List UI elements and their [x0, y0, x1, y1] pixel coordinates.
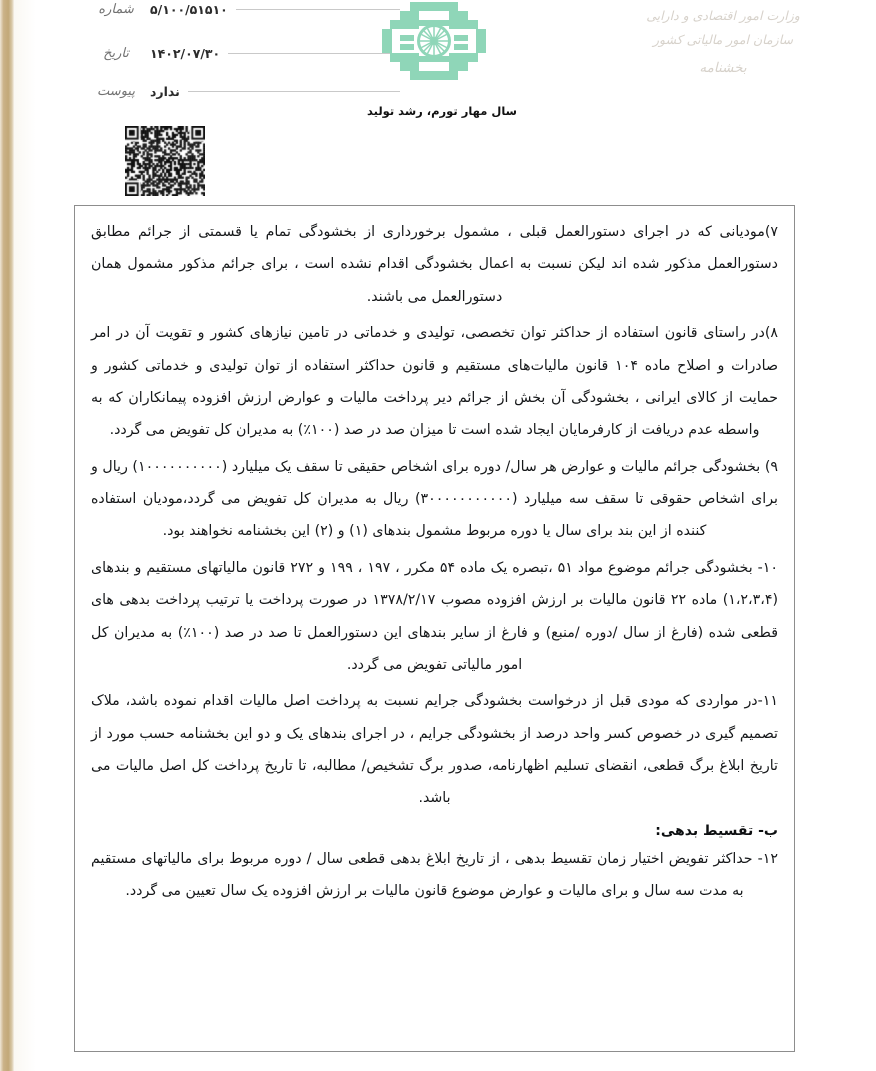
clause-8: ۸)در راستای قانون استفاده از حداکثر توان تخصصی، تولیدی و خدماتی در تامین نیازهای کشور و تقویت آن در امر صادرات و اصلاح ماده ۱۰۴ قانون مالیات‌های مستقیم و قانون حداکثر استفاده از توان تولیدی و خدماتی کشور و حمایت از کالای ایرانی ، بخشودگی آن بخش از جرائم دیر پرداخت مالیات و عوارض ارزش افزوده پیمانکاران که به واسطه عدم دریافت از کارفرمایان ایجاد شده است تا میزان صد در صد (۱۰۰٪) به مدیران کل تفویض می گردد.	[91, 325, 778, 439]
letterhead	[598, 4, 848, 81]
meta-row-date	[90, 40, 400, 66]
meta-rule-attachment	[188, 91, 400, 92]
document-header	[0, 0, 876, 200]
meta-row-attachment	[90, 78, 400, 104]
clause-11: ۱۱-در مواردی که مودی قبل از درخواست بخشودگی جرایم نسبت به پرداخت اصل مالیات اقدام نموده باشد، ملاک تصمیم گیری در خصوص کسر واحد درصد از بخشودگی جرایم ، در اجرای بندهای یک و دو این بخشنامه حسب مورد از تاریخ ابلاغ برگ قطعی، انقضای تسلیم اظهارنامه، صدور برگ تشخیص/ مطالبه، تا تاریخ پرداخت کل اصل مالیات می باشد.	[91, 693, 778, 807]
header-meta-block	[90, 0, 400, 104]
meta-value-number: ۵/۱۰۰/۵۱۵۱۰	[150, 1, 228, 17]
meta-row-number	[90, 0, 400, 22]
meta-label-date: تاریخ	[103, 45, 129, 61]
letterhead-organization: سازمان امور مالیاتی کشور	[653, 32, 793, 48]
meta-label-number: شماره	[98, 1, 134, 17]
clause-9: ۹) بخشودگی جرائم مالیات و عوارض هر سال/ دوره برای اشخاص حقیقی تا سقف یک میلیارد (۱۰۰۰۰۰۰۰۰۰۰) ریال و برای اشخاص حقوقی تا سقف سه میلیارد (۳۰۰۰۰۰۰۰۰۰۰۰) ریال به مدیران کل تفویض می گردد،مودیان استفاده کننده از این بند برای سال یا دوره مربوط مشمول بندهای (۱) و (۲) این بخشنامه نخواهند بود.	[91, 458, 779, 540]
meta-rule-number	[236, 9, 400, 10]
organization-emblem-icon	[382, 2, 486, 80]
document-body-box	[74, 205, 795, 1052]
qr-code[interactable]	[125, 126, 205, 196]
national-slogan: سال مهار تورم، رشد تولید	[367, 104, 517, 118]
letterhead-ministry: وزارت امور اقتصادی و دارایی	[646, 8, 800, 23]
meta-value-attachment: ندارد	[150, 83, 180, 99]
clause-12: ۱۲- حداکثر تفویض اختیار زمان تقسیط بدهی ، از تاریخ ابلاغ بدهی قطعی سال / دوره مربوط برای مالیاتهای مستقیم به مدت سه سال و برای مالیات و عوارض موضوع قانون مالیات بر ارزش افزوده یک سال تعیین می گردد.	[91, 850, 778, 900]
clause-10: ۱۰- بخشودگی جرائم موضوع مواد ۵۱ ،تبصره یک ماده ۵۴ مکرر ، ۱۹۷ ، ۱۹۹ و ۲۷۲ قانون مالیاتهای مستقیم و بندهای (۱،۲،۳،۴) ماده ۲۲ قانون مالیات بر ارزش افزوده مصوب ۱۳۷۸/۲/۱۷ در صورت پرداخت یا ترتیب پرداخت بدهی های قطعی شده (فارغ از سال /دوره /منبع) و فارغ از سایر بندهای این دستورالعمل تا صد در صد (۱۰۰٪) به مدیران کل امور مالیاتی تفویض می گردد.	[91, 559, 778, 673]
meta-label-attachment: پیوست	[97, 83, 135, 99]
section-b-title: ب- تقسیط بدهی:	[655, 822, 778, 839]
letterhead-doctype: بخشنامه	[699, 59, 747, 76]
clause-7: ۷)مودیانی که در اجرای دستورالعمل قبلی ، مشمول برخورداری از بخشودگی تمام یا قسمتی از جرائم مطابق دستورالعمل مذکور شده اند لیکن نسبت به اعمال بخشودگی اقدام نشده است ، برای جرائم مذکور مشمول همان دستورالعمل می باشند.	[91, 224, 778, 305]
meta-value-date: ۱۴۰۲/۰۷/۳۰	[150, 45, 221, 61]
meta-rule-date	[228, 53, 400, 54]
